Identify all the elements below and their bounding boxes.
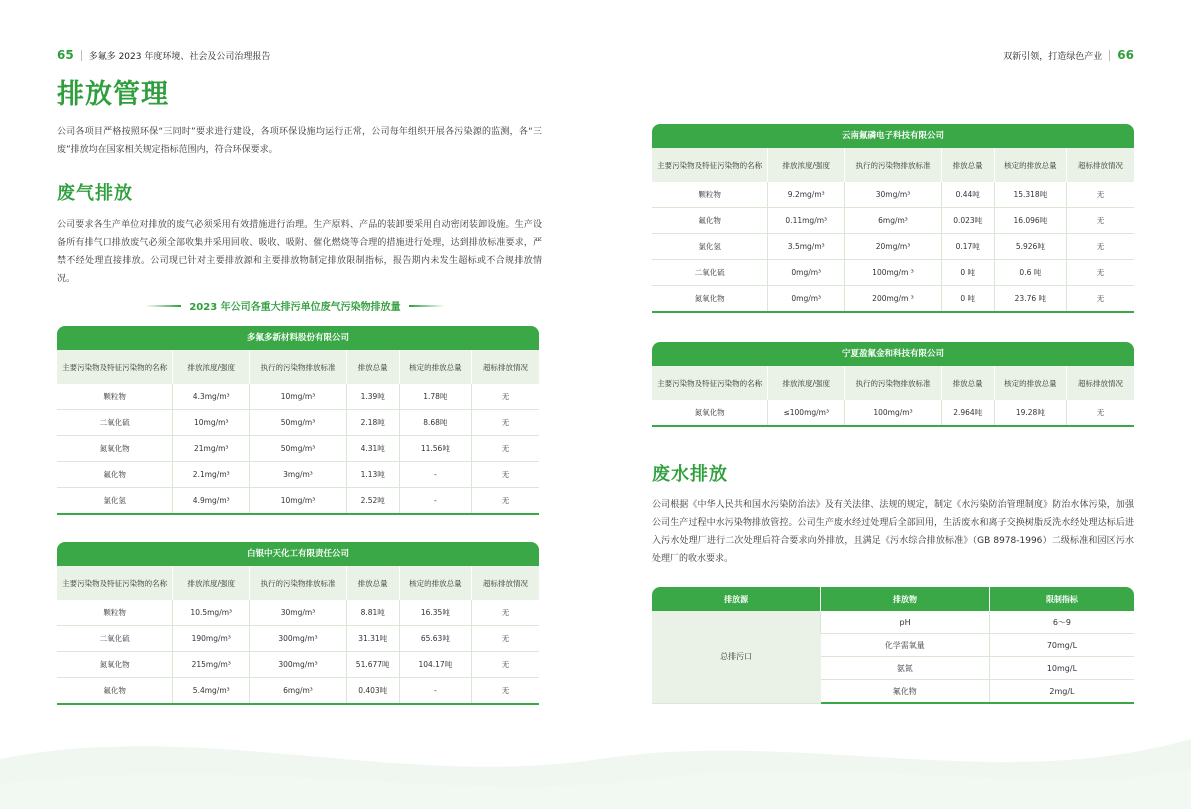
table-cell: 颗粒物 bbox=[652, 182, 768, 208]
column-header: 执行的污染物排放标准 bbox=[845, 148, 941, 182]
page-number: 65 bbox=[57, 48, 74, 62]
limit-cell: 70mg/L bbox=[989, 634, 1134, 657]
table-cell: 190mg/m³ bbox=[173, 626, 250, 652]
table-cell: 1.13吨 bbox=[346, 462, 399, 488]
table-row bbox=[652, 208, 1134, 234]
table-cell: 30mg/m³ bbox=[250, 600, 346, 626]
table-cell: 无 bbox=[1066, 234, 1134, 260]
table-cell: 0mg/m³ bbox=[768, 286, 845, 313]
column-header: 主要污染物及特征污染物的名称 bbox=[57, 566, 173, 600]
table-cell: 0 吨 bbox=[941, 260, 994, 286]
table-cell: 300mg/m³ bbox=[250, 626, 346, 652]
table-cell: - bbox=[399, 678, 471, 705]
wastewater-paragraph: 公司根据《中华人民共和国水污染防治法》及有关法律、法规的规定，制定《水污染防治管理制度》防治水体污染，加强公司生产过程中水污染物排放管控。公司生产废水经过处理后全部回用，生活废水和离子交换树脂反洗水经处理达标后进入污水处理厂进行二次处理后符合要求向外排放，且满足《污水综合排放标准》（GB 8978-1996）二级标准和园区污水处理厂的收水要求。 bbox=[652, 500, 1134, 564]
table-cell: 10mg/m³ bbox=[250, 488, 346, 515]
column-header: 排放总量 bbox=[941, 148, 994, 182]
table-cell: 16.35吨 bbox=[399, 600, 471, 626]
table-row bbox=[652, 611, 1134, 634]
table-cell: 300mg/m³ bbox=[250, 652, 346, 678]
caption-line-right bbox=[409, 305, 445, 307]
table-cell: 无 bbox=[1066, 286, 1134, 313]
limit-cell: 6～9 bbox=[989, 611, 1134, 634]
table-cell: 30mg/m³ bbox=[845, 182, 941, 208]
company-name-bar: 宁夏盈氟金和科技有限公司 bbox=[652, 342, 1134, 366]
emission-table-4 bbox=[652, 342, 1134, 427]
header-divider bbox=[81, 50, 82, 61]
table-cell: ≤100mg/m³ bbox=[768, 400, 845, 426]
table-cell: 0.17吨 bbox=[941, 234, 994, 260]
column-header: 执行的污染物排放标准 bbox=[250, 566, 346, 600]
table-cell: 无 bbox=[471, 626, 539, 652]
table-cell: 6mg/m³ bbox=[250, 678, 346, 705]
table-row bbox=[57, 652, 539, 678]
table-cell: 5.926吨 bbox=[994, 234, 1066, 260]
page-title: 排放管理 bbox=[57, 79, 169, 110]
table-cell: 无 bbox=[1066, 400, 1134, 426]
table-cell: 9.2mg/m³ bbox=[768, 182, 845, 208]
table-cell: 二氧化硫 bbox=[652, 260, 768, 286]
table-row bbox=[652, 260, 1134, 286]
intro-paragraph: 公司各项目严格按照环保“三同时”要求进行建设，各项环保设施均运行正常，公司每年组织开展各污染源的监测，各“三废”排放均在国家相关规定指标范围内，符合环保要求。 bbox=[57, 127, 542, 155]
table-cell: - bbox=[399, 462, 471, 488]
table-cell: 100mg/m ³ bbox=[845, 260, 941, 286]
table-row bbox=[57, 436, 539, 462]
table-cell: 19.28吨 bbox=[994, 400, 1066, 426]
left-page bbox=[0, 0, 595, 809]
table-row bbox=[57, 384, 539, 410]
table-cell: 8.81吨 bbox=[346, 600, 399, 626]
table-cell: 100mg/m³ bbox=[845, 400, 941, 426]
table-cell: 65.63吨 bbox=[399, 626, 471, 652]
column-header: 排放源 bbox=[652, 587, 821, 611]
table-row bbox=[57, 600, 539, 626]
table-cell: 6mg/m³ bbox=[845, 208, 941, 234]
table-row bbox=[652, 286, 1134, 313]
table-cell: 氮氧化物 bbox=[652, 286, 768, 313]
table-cell: 2.18吨 bbox=[346, 410, 399, 436]
table-cell: 1.39吨 bbox=[346, 384, 399, 410]
table-cell: 无 bbox=[1066, 182, 1134, 208]
table-cell: 无 bbox=[471, 652, 539, 678]
column-header: 超标排放情况 bbox=[471, 566, 539, 600]
wastewater-limits-table bbox=[652, 587, 1134, 704]
column-header: 核定的排放总量 bbox=[399, 350, 471, 384]
table-cell: 无 bbox=[471, 488, 539, 515]
column-header: 超标排放情况 bbox=[1066, 148, 1134, 182]
table-cell: 2.1mg/m³ bbox=[173, 462, 250, 488]
table-cell: 2.964吨 bbox=[941, 400, 994, 426]
table-cell: 无 bbox=[471, 436, 539, 462]
table-cell: 11.56吨 bbox=[399, 436, 471, 462]
emission-table-1 bbox=[57, 326, 539, 515]
column-header: 排放浓度/强度 bbox=[173, 350, 250, 384]
column-header: 排放总量 bbox=[346, 350, 399, 384]
page-header bbox=[1003, 48, 1134, 62]
table-cell: 无 bbox=[1066, 260, 1134, 286]
limit-cell: 2mg/L bbox=[989, 680, 1134, 704]
pollutant-cell: 氨氮 bbox=[821, 657, 990, 680]
table-cell: 氯化氢 bbox=[57, 488, 173, 515]
column-header: 执行的污染物排放标准 bbox=[845, 366, 941, 400]
table-cell: 50mg/m³ bbox=[250, 410, 346, 436]
company-name-bar: 云南氟磷电子科技有限公司 bbox=[652, 124, 1134, 148]
column-header: 限制指标 bbox=[989, 587, 1134, 611]
column-header: 主要污染物及特征污染物的名称 bbox=[652, 366, 768, 400]
table-cell: 无 bbox=[471, 600, 539, 626]
table-row bbox=[652, 234, 1134, 260]
table-cell: 氯化氢 bbox=[652, 234, 768, 260]
table-cell: 0.6 吨 bbox=[994, 260, 1066, 286]
page-header bbox=[57, 48, 270, 62]
table-cell: 颗粒物 bbox=[57, 384, 173, 410]
column-header: 超标排放情况 bbox=[1066, 366, 1134, 400]
table-cell: 1.78吨 bbox=[399, 384, 471, 410]
table-cell: 3mg/m³ bbox=[250, 462, 346, 488]
table-cell: 16.096吨 bbox=[994, 208, 1066, 234]
caption-line-left bbox=[145, 305, 181, 307]
table-row bbox=[57, 462, 539, 488]
header-divider bbox=[1109, 50, 1110, 61]
table-cell: 氮氧化物 bbox=[57, 436, 173, 462]
table-cell: 20mg/m³ bbox=[845, 234, 941, 260]
column-header: 执行的污染物排放标准 bbox=[250, 350, 346, 384]
table-cell: 10mg/m³ bbox=[250, 384, 346, 410]
page-number: 66 bbox=[1117, 48, 1134, 62]
emission-table bbox=[57, 566, 539, 705]
table-cell: 15.318吨 bbox=[994, 182, 1066, 208]
table-cell: 0.023吨 bbox=[941, 208, 994, 234]
table-cell: 50mg/m³ bbox=[250, 436, 346, 462]
column-header: 主要污染物及特征污染物的名称 bbox=[652, 148, 768, 182]
emission-table-3 bbox=[652, 124, 1134, 313]
table-cell: 2.52吨 bbox=[346, 488, 399, 515]
column-header: 排放总量 bbox=[941, 366, 994, 400]
table-cell: 0.44吨 bbox=[941, 182, 994, 208]
table-cell: 氟化物 bbox=[652, 208, 768, 234]
table-cell: 无 bbox=[1066, 208, 1134, 234]
pollutant-cell: 氟化物 bbox=[821, 680, 990, 704]
column-header: 核定的排放总量 bbox=[994, 366, 1066, 400]
table-cell: 4.31吨 bbox=[346, 436, 399, 462]
table-row bbox=[57, 626, 539, 652]
pollutant-cell: 化学需氧量 bbox=[821, 634, 990, 657]
table-cell: - bbox=[399, 488, 471, 515]
discharge-source-cell: 总排污口 bbox=[652, 611, 821, 703]
section-header-text: 双新引领，打造绿色产业 bbox=[1003, 51, 1103, 62]
emission-table bbox=[57, 350, 539, 515]
table-cell: 10.5mg/m³ bbox=[173, 600, 250, 626]
right-page bbox=[596, 0, 1191, 809]
table-cell: 0 吨 bbox=[941, 286, 994, 313]
table-cell: 10mg/m³ bbox=[173, 410, 250, 436]
decorative-waves bbox=[0, 699, 1191, 809]
emission-table bbox=[652, 148, 1134, 313]
table-cell: 4.3mg/m³ bbox=[173, 384, 250, 410]
table-cell: 无 bbox=[471, 410, 539, 436]
table-cell: 二氧化硫 bbox=[57, 410, 173, 436]
emission-table bbox=[652, 366, 1134, 427]
table-cell: 51.677吨 bbox=[346, 652, 399, 678]
table-cell: 无 bbox=[471, 462, 539, 488]
column-header: 核定的排放总量 bbox=[994, 148, 1066, 182]
table-row bbox=[652, 400, 1134, 426]
table-row bbox=[57, 410, 539, 436]
caption-text: 2023 年公司各重大排污单位废气污染物排放量 bbox=[189, 302, 401, 313]
table-cell: 21mg/m³ bbox=[173, 436, 250, 462]
table-row bbox=[652, 182, 1134, 208]
company-name-bar: 多氟多新材料股份有限公司 bbox=[57, 326, 539, 350]
table-cell: 无 bbox=[471, 678, 539, 705]
table-cell: 104.17吨 bbox=[399, 652, 471, 678]
limit-cell: 10mg/L bbox=[989, 657, 1134, 680]
column-header: 核定的排放总量 bbox=[399, 566, 471, 600]
table-cell: 氮氧化物 bbox=[57, 652, 173, 678]
table-row bbox=[57, 488, 539, 515]
column-header: 排放浓度/强度 bbox=[173, 566, 250, 600]
column-header: 排放浓度/强度 bbox=[768, 148, 845, 182]
wastewater-table bbox=[652, 587, 1134, 704]
table-cell: 氮氧化物 bbox=[652, 400, 768, 426]
section-title-exhaust: 废气排放 bbox=[57, 183, 133, 204]
table-cell: 二氧化硫 bbox=[57, 626, 173, 652]
table-cell: 颗粒物 bbox=[57, 600, 173, 626]
pollutant-cell: pH bbox=[821, 611, 990, 634]
table-cell: 氟化物 bbox=[57, 678, 173, 705]
table-cell: 5.4mg/m³ bbox=[173, 678, 250, 705]
table-cell: 0mg/m³ bbox=[768, 260, 845, 286]
table-cell: 0.403吨 bbox=[346, 678, 399, 705]
column-header: 主要污染物及特征污染物的名称 bbox=[57, 350, 173, 384]
exhaust-paragraph: 公司要求各生产单位对排放的废气必须采用有效措施进行治理。生产原料、产品的装卸要采用自动密闭装卸设施。生产设备所有排气口排放废气必须全部收集并采用回收、吸收、吸附、催化燃烧等合理的措施进行处理，达到排放标准要求，严禁不经处理直接排放。公司现已针对主要排放源和主要排放物制定排放限制指标，报告期内未发生超标或不合规排放情况。 bbox=[57, 220, 542, 284]
table-cell: 0.11mg/m³ bbox=[768, 208, 845, 234]
table-caption bbox=[145, 298, 445, 313]
table-cell: 215mg/m³ bbox=[173, 652, 250, 678]
report-title: 多氟多 2023 年度环境、社会及公司治理报告 bbox=[88, 51, 271, 62]
table-cell: 23.76 吨 bbox=[994, 286, 1066, 313]
column-header: 排放物 bbox=[821, 587, 990, 611]
table-cell: 4.9mg/m³ bbox=[173, 488, 250, 515]
table-cell: 3.5mg/m³ bbox=[768, 234, 845, 260]
column-header: 排放浓度/强度 bbox=[768, 366, 845, 400]
column-header: 超标排放情况 bbox=[471, 350, 539, 384]
company-name-bar: 白银中天化工有限责任公司 bbox=[57, 542, 539, 566]
table-cell: 8.68吨 bbox=[399, 410, 471, 436]
emission-table-2 bbox=[57, 542, 539, 705]
table-cell: 氟化物 bbox=[57, 462, 173, 488]
table-cell: 无 bbox=[471, 384, 539, 410]
table-cell: 31.31吨 bbox=[346, 626, 399, 652]
section-title-wastewater: 废水排放 bbox=[652, 464, 728, 485]
table-cell: 200mg/m ³ bbox=[845, 286, 941, 313]
column-header: 排放总量 bbox=[346, 566, 399, 600]
